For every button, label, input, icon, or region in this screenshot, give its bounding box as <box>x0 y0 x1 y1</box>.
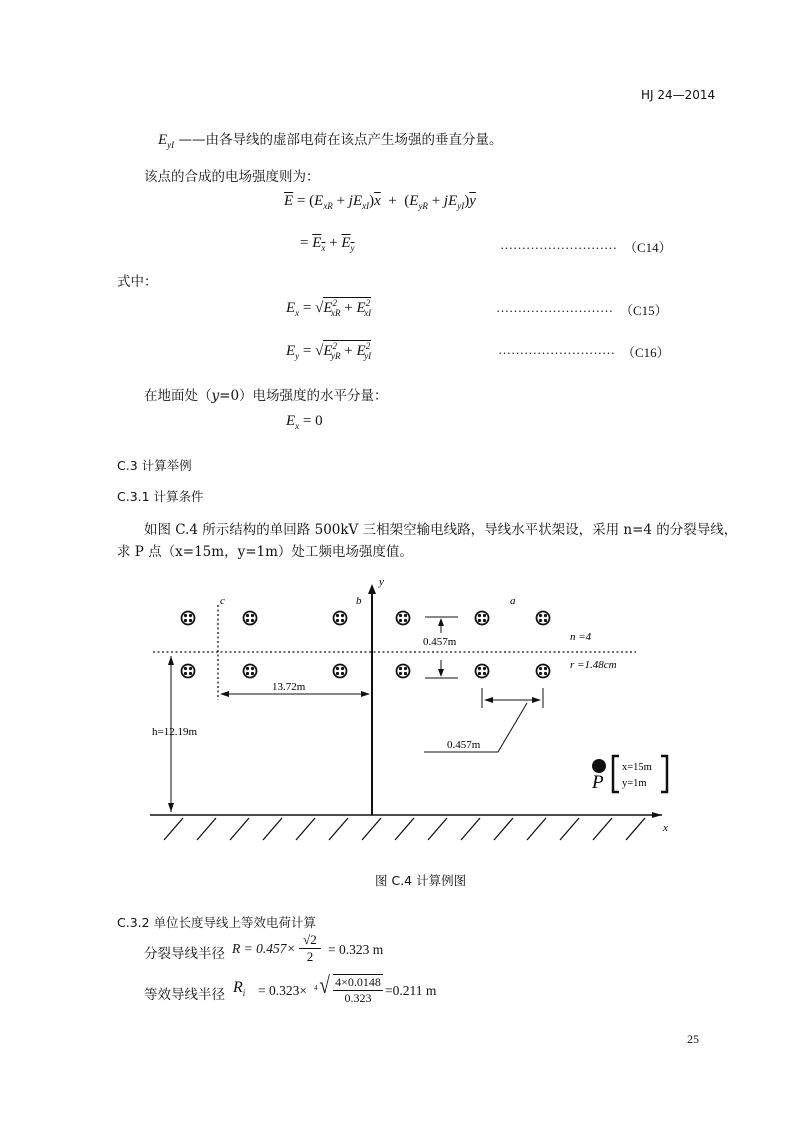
split-radius-eq-a-text: R = 0.457× <box>232 941 296 956</box>
conductor-symbol <box>244 612 257 625</box>
equation-c15: $E_x = √E^2_{xR} + E^2_{xI}$ <box>286 298 372 318</box>
c15-number: （C15） <box>620 303 668 318</box>
equiv-radius-label: 等效导线半径 <box>144 987 225 1003</box>
y-axis-label: y <box>379 576 384 588</box>
conductor-symbol <box>397 612 410 625</box>
c14-number: （C14） <box>624 240 672 255</box>
c16-number: （C16） <box>622 345 670 360</box>
conductor-symbol <box>476 612 489 625</box>
eyi-text: ——由各导线的虚部电荷在该点产生场强的垂直分量。 <box>178 132 503 148</box>
equation-ground: $E_x = 0$ <box>286 413 323 431</box>
conductor-symbol <box>537 612 550 625</box>
point-y-label: y=1m <box>622 778 647 789</box>
equiv-radius-denominator: 0.323 <box>344 991 372 1005</box>
conductor-symbol <box>182 612 195 625</box>
conductor-symbol <box>334 612 347 625</box>
section-c3-heading: C.3 计算举例 <box>117 458 192 473</box>
x-axis-label: x <box>663 822 668 834</box>
conductor-symbol <box>537 665 550 678</box>
split-radius-eq-b: = 0.323 m <box>328 942 384 957</box>
split-radius-label: 分裂导线半径 <box>144 946 225 962</box>
equiv-radius-fraction <box>333 974 383 1006</box>
page-number: 25 <box>687 1032 699 1046</box>
section-c32-heading: C.3.2 单位长度导线上等效电荷计算 <box>117 915 317 930</box>
y-axis-arrow <box>368 584 376 594</box>
conductor-symbol <box>476 665 489 678</box>
equiv-radius-symbol: $R_i$ <box>233 979 246 998</box>
split-radius-fraction <box>299 932 321 965</box>
point-bracket-right <box>661 756 667 792</box>
root-sign: √ <box>319 973 330 999</box>
x-axis-arrow <box>652 812 662 818</box>
section-c31-heading: C.3.1 计算条件 <box>117 489 204 504</box>
where-label: 式中： <box>117 274 158 290</box>
figure-caption: 图 C.4 计算例图 <box>375 873 467 888</box>
equation-c16: $E_y = √E^2_{yR} + E^2_{yI}$ <box>286 341 372 361</box>
equation-resultant: $\overline{E} = (E_{xR} + jE_{xI})\overline{x} + (E_{yR} + jE_{yI})\overline{y}$ <box>284 193 476 211</box>
vertical-spacing-label: 0.457m <box>423 636 457 648</box>
ground-intro-b: =0）电场强度的水平分量： <box>219 388 388 404</box>
height-label: h=12.19m <box>152 726 198 738</box>
ground-intro-a: 在地面处（ <box>144 388 212 404</box>
phase-b-label: b <box>356 595 362 607</box>
conductor-bundles <box>182 612 550 678</box>
conductor-symbol <box>334 665 347 678</box>
ground-hatching <box>164 818 645 840</box>
conductor-symbol <box>182 665 195 678</box>
conductor-symbol <box>397 665 410 678</box>
eyi-symbol: $E_{yI}$ <box>158 132 175 150</box>
split-radius-eq-a <box>232 941 296 957</box>
c15-leader: ……………………… <box>496 300 613 315</box>
c31-paragraph-line2: 求 P 点（x=15m，y=1m）处工频电场强度值。 <box>117 544 413 560</box>
equiv-radius-numerator: 4×0.0148 <box>333 975 383 991</box>
bundle-n-label: n =4 <box>570 631 592 643</box>
c14-leader: ……………………… <box>500 237 617 252</box>
resultant-intro: 该点的合成的电场强度则为： <box>144 169 320 185</box>
root-index: 4 <box>314 984 318 992</box>
equiv-radius-eq-a: = 0.323× <box>258 983 307 998</box>
ground-intro-y: y <box>211 388 220 404</box>
split-radius-denominator: 2 <box>306 949 314 964</box>
ground-eq-value: = 0 <box>302 413 323 429</box>
equiv-radius-eq-b: =0.211 m <box>385 983 437 998</box>
point-x-label: x=15m <box>622 762 652 773</box>
conductor-symbol <box>244 665 257 678</box>
horizontal-spacing-label: 0.457m <box>447 739 481 751</box>
phase-c-label: c <box>220 595 225 607</box>
point-p-label: P <box>592 772 604 793</box>
point-p-marker <box>592 759 606 773</box>
document-code: HJ 24—2014 <box>641 88 716 102</box>
phase-distance-label: 13.72m <box>272 681 306 693</box>
phase-a-label: a <box>510 595 516 607</box>
radius-label: r =1.48cm <box>570 659 617 671</box>
c31-paragraph-line1: 如图 C.4 所示结构的单回路 500kV 三相架空输电线路，导线水平状架设，采用 n=4 的分裂导线， <box>144 522 738 538</box>
split-radius-numerator: √2 <box>299 932 321 949</box>
c16-leader: ……………………… <box>498 342 615 357</box>
point-bracket-left <box>613 756 619 792</box>
equation-c14: = $E_x + E_y$ <box>300 235 355 253</box>
